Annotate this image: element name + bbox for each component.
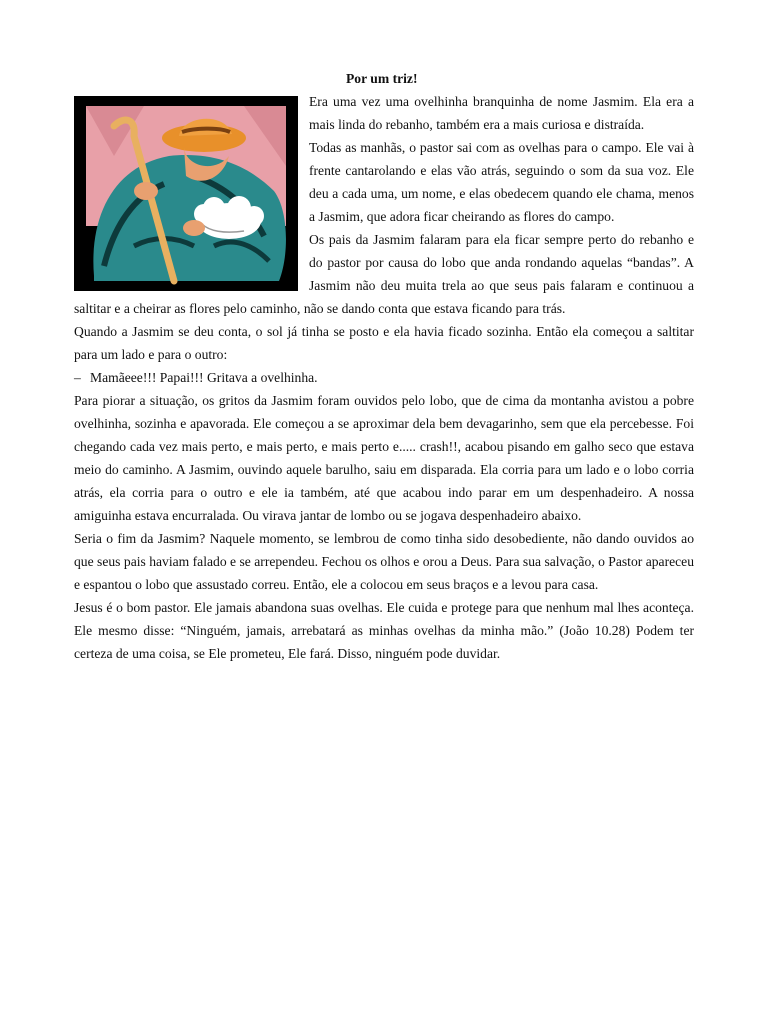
paragraph-4: Quando a Jasmim se deu conta, o sol já tinha se posto e ela havia ficado sozinha. Então ela começou a saltitar para um lado e para o outro: — [74, 324, 694, 362]
story-title: Por um triz! — [346, 71, 418, 86]
paragraph-7: Jesus é o bom pastor. Ele jamais abandona suas ovelhas. Ele cuida e protege para que nenhum mal lhes aconteça. Ele mesmo disse: “Ninguém, jamais, arrebatará as minhas ovelhas da minha mão.” (João 10.28) Podem ter certeza de uma coisa, se Ele prometeu, Ele fará. Disso, ninguém pode duvidar. — [74, 600, 694, 661]
paragraph-3: Os pais da Jasmim falaram para ela ficar sempre perto do rebanho e do pastor por causa do lobo que anda rondando aquelas “bandas”. A Jasmim não deu muita trela ao que seus pais falaram e continuou a saltitar e a cheirar as flores pelo caminho, não se dando conta que estava ficando para trás. — [74, 232, 694, 316]
paragraph-1: Era uma vez uma ovelhinha branquinha de nome Jasmim. Ela era a mais linda do rebanho, também era a mais curiosa e distraída. — [309, 94, 694, 132]
paragraph-5: Para piorar a situação, os gritos da Jasmim foram ouvidos pelo lobo, que de cima da montanha avistou a pobre ovelhinha, sozinha e apavorada. Ele começou a se aproximar dela bem devagarinho, sem que ela percebesse. Foi chegando cada vez mais perto, e mais perto, e mais perto e..... crash!!, acabou pisando em galho seco que estava meio do caminho. A Jasmim, ouvindo aquele barulho, saiu em disparada. Ela corria para um lado e o lobo corria atrás, ela corria para o outro e ele ia também, até que acabou indo parar em um despenhadeiro. A nossa amiguinha estava encurralada. Ou virava jantar de lombo ou se jogava despenhadeiro abaixo. — [74, 393, 694, 523]
dialogue-line — [74, 366, 694, 389]
shepherd-illustration — [74, 96, 298, 291]
paragraph-6: Seria o fim da Jasmim? Naquele momento, se lembrou de como tinha sido desobediente, não dando ouvidos ao que seus pais haviam falado e se arrependeu. Fechou os olhos e orou a Deus. Para sua salvação, o Pastor apareceu e espantou o lobo que assustado correu. Então, ele a colocou em seus braços e a levou para casa. — [74, 531, 694, 592]
dash-marker: – — [74, 370, 81, 385]
document-page — [74, 67, 694, 665]
shepherd-clipart-svg — [74, 96, 298, 291]
paragraph-2: Todas as manhãs, o pastor sai com as ovelhas para o campo. Ele vai à frente cantarolando e elas vão atrás, seguindo o som da sua voz. Ele deu a cada uma, um nome, e elas obedecem quando ele chama, menos a Jasmim, que adora ficar cheirando as flores do campo. — [309, 140, 694, 224]
dialogue-text: Mamãeee!!! Papai!!! Gritava a ovelhinha. — [90, 370, 318, 385]
